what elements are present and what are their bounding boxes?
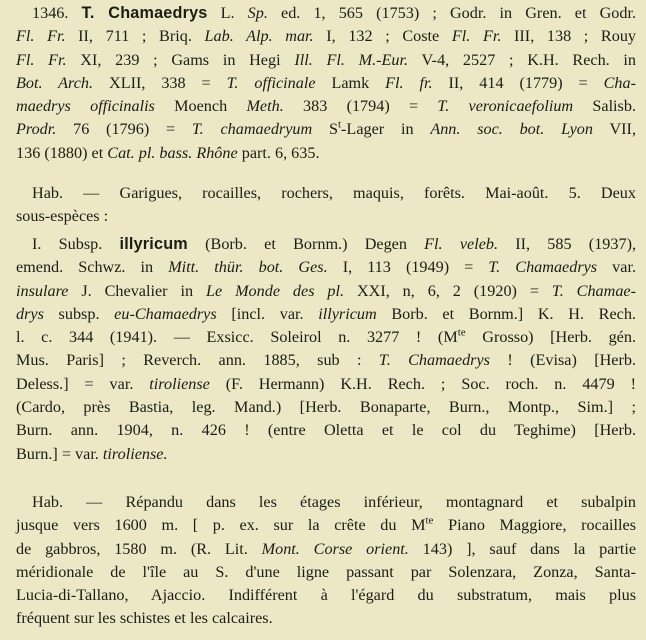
subspecies-paragraph [16,233,636,466]
text-run: Salisb. [573,97,636,116]
italic-run: drys [16,304,44,323]
text-line [16,72,636,95]
species-entry [16,2,636,165]
text-run: XLII, 338 = [93,73,227,92]
italic-run: T. Chamae- [551,281,636,300]
italic-run: Mitt. thür. bot. Ges. [168,258,328,277]
text-run: XI, 239 ; Gams in Hegi [66,50,295,69]
text-line [16,118,636,141]
text-run: Piano Maggiore, rocailles [433,516,636,535]
text-run: emend. Schwz. in [16,258,169,277]
text-run: II, 711 ; Briq. [65,27,205,46]
italic-run: Meth. [246,97,284,116]
text-line [16,514,636,537]
italic-run: Bot. Arch. [16,73,94,92]
text-run: subsp. [43,304,115,323]
italic-run: Cat. pl. bass. Rhône [107,143,238,162]
text-line [16,443,636,466]
text-run: l. c. 344 (1941). — Exsicc. Soleirol n. 3277 ! (M [16,328,458,347]
text-run: 383 (1794) = [283,97,438,116]
habitat-paragraph-2 [16,491,636,631]
text-run: méridionale de l'île au S. d'une ligne passant par Solenzara, Zonza, Santa- [16,562,636,581]
text-line [16,607,636,630]
text-line [16,349,636,372]
text-line [16,419,636,442]
text-run: S [312,120,338,139]
text-run: Deless.] = var. [16,374,150,393]
text-run: VII, [593,120,636,139]
text-run: (Borb. et Bornm.) Degen [187,235,425,253]
italic-run: insulare [16,281,69,300]
text-run: Burn.] = var. [16,444,103,463]
text-line [16,538,636,561]
habitat-paragraph-1 [16,182,636,229]
text-run: Hab. — Garigues, rocailles, rochers, maquis, forêts. Mai-août. 5. Deux [32,184,636,202]
italic-run: T. veronicaefolium [437,97,574,116]
text-line [16,326,636,349]
text-run: sous-espèces : [16,207,109,226]
text-run: III, 138 ; Rouy [501,27,637,46]
italic-run: eu-Chamaedrys [114,304,217,323]
italic-run: tiroliense [149,374,210,393]
text-run: I. Subsp. [32,235,120,253]
text-run: V-4, 2527 ; K.H. Rech. in [408,50,637,69]
italic-run: Le Monde des pl. [205,281,345,300]
superscript: te [425,514,434,527]
text-run: var. [597,258,636,277]
italic-run: illyricum [318,304,377,323]
text-line [16,2,636,25]
text-run: [incl. var. [216,304,319,323]
text-run: II, 585 (1937), [498,235,637,253]
text-line [16,205,636,228]
text-run: Lamk [315,73,386,92]
text-run: -Lager in [341,120,431,139]
italic-run: tiroliense. [102,444,168,463]
text-line [16,584,636,607]
text-line [16,256,636,279]
text-run: (F. Hermann) K.H. Rech. ; Soc. roch. n. 4479 ! [209,374,636,393]
text-run: (Cardo, près Bastia, leg. Mand.) [Herb. Bonaparte, Burn., Montp., Sim.] ; [16,398,636,417]
text-line [16,182,636,205]
text-line [16,280,636,303]
text-run: J. Chevalier in [68,281,206,300]
italic-run: T. Chamaedrys [488,258,598,277]
superscript: t [337,119,342,132]
text-run: fréquent sur les schistes et les calcaires. [16,609,273,628]
text-run: I, 132 ; Coste [313,27,452,46]
italic-run: Fl. fr. [385,73,433,92]
text-run: ed. 1, 565 (1753) ; Godr. in Gren. et Godr. [267,4,636,22]
text-line [16,373,636,396]
italic-run: maedrys officinalis [16,97,155,116]
text-run: Burn. ann. 1904, n. 426 ! (entre Oletta et le col du Teghime) [Herb. [16,421,636,440]
italic-run: T. Chamaedrys [378,351,490,370]
text-line [16,25,636,48]
text-run: 76 (1796) = [56,120,192,139]
text-line [16,49,636,72]
text-line [16,303,636,326]
text-run: XXI, n, 6, 2 (1920) = [344,281,552,300]
text-line [16,95,636,118]
italic-run: Cha- [603,73,636,92]
text-line [16,491,636,514]
text-run: jusque vers 1600 m. [ p. ex. sur la crête du M [16,516,426,535]
text-run: II, 414 (1779) = [432,73,604,92]
superscript: te [457,326,466,339]
text-run: 1346. [32,4,82,22]
text-run: de gabbros, 1580 m. (R. Lit. [16,539,262,558]
text-run: 136 (1880) et [16,143,108,162]
italic-run: Lab. Alp. mar. [204,27,314,46]
italic-run: T. officinale [226,73,316,92]
italic-run: Ill. Fl. M.-Eur. [294,50,409,69]
text-run: Hab. — Répandu dans les étages inférieur, montagnard et subalpin [32,493,636,511]
text-line [16,233,636,256]
italic-run: Sp. [247,4,268,22]
text-run: Borb. et Bornm.] K. H. Rech. [376,304,636,323]
text-run: Grosso) [Herb. gén. [465,328,637,347]
text-run: 143) ], sauf dans la partie [408,539,637,558]
italic-run: Fl. veleb. [424,235,499,253]
italic-run: Fl. Fr. [451,27,502,46]
italic-run: Fl. Fr. [16,27,66,46]
italic-run: T. chamaedryum [191,120,313,139]
text-run: part. 6, 635. [237,143,320,162]
text-run: I, 113 (1949) = [327,258,489,277]
italic-run: Mont. Corse orient. [261,539,409,558]
text-run: Lucia-di-Tallano, Ajaccio. Indifférent à l'égard du substratum, mais plus [16,586,636,605]
taxon-name: illyricum [119,235,188,253]
text-run: L. [207,4,248,22]
italic-run: Fl. Fr. [16,50,67,69]
italic-run: Ann. soc. bot. Lyon [430,120,593,139]
text-run: ! (Evisa) [Herb. [489,351,637,370]
text-line [16,561,636,584]
text-line [16,142,636,165]
text-line [16,396,636,419]
italic-run: Prodr. [16,120,57,139]
text-run: Mus. Paris] ; Reverch. ann. 1885, sub : [16,351,379,370]
text-run: Moench [154,97,247,116]
taxon-name: T. Chamaedrys [81,4,208,22]
